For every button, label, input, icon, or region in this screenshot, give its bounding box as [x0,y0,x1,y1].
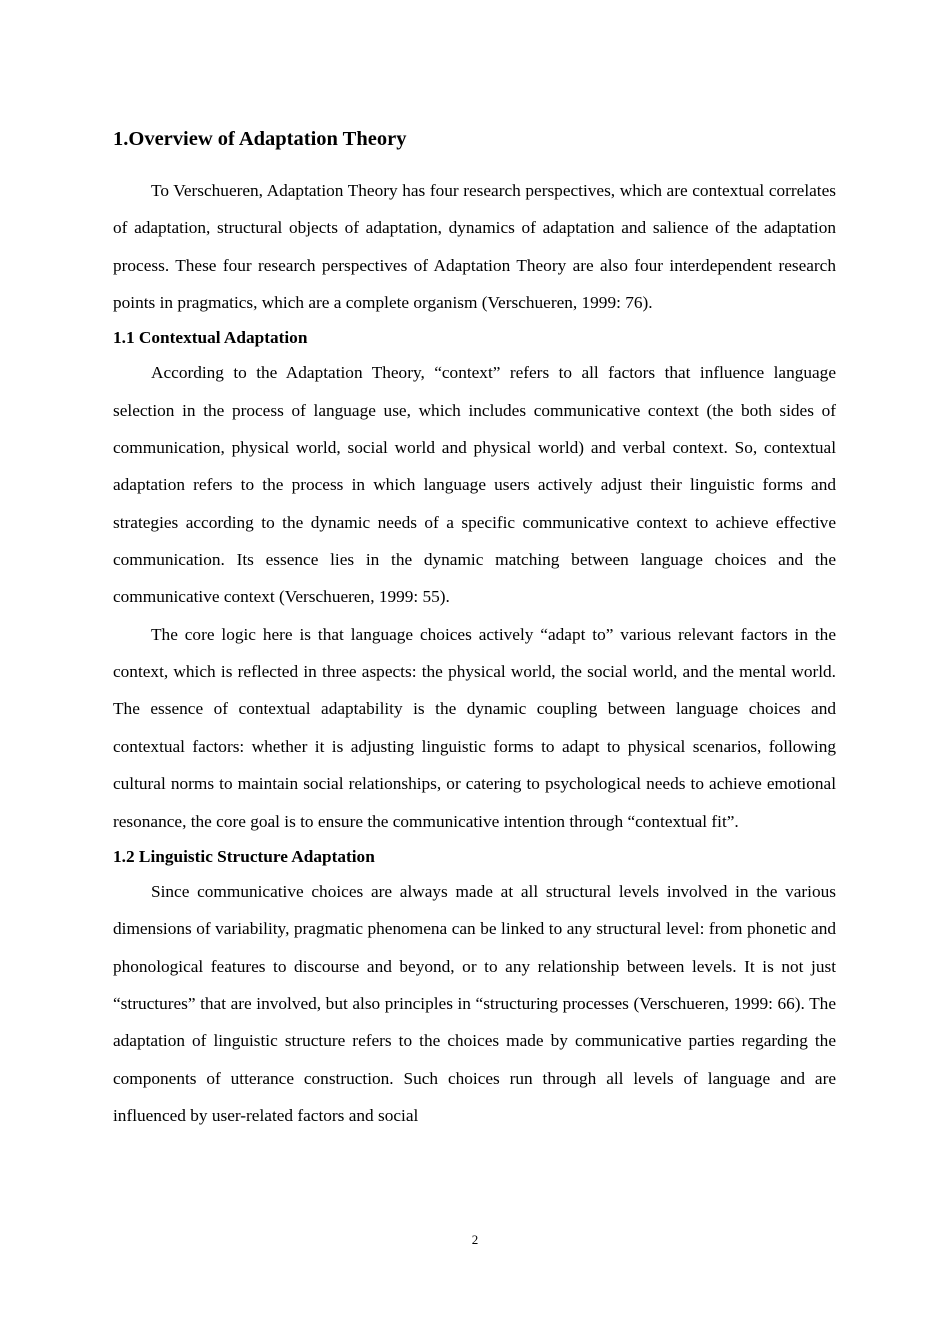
document-page [113,122,836,1134]
section-heading-overview: 1.Overview of Adaptation Theory [113,128,407,150]
paragraph-core-logic: The core logic here is that language choices actively “adapt to” various relevant factors in the context, which is reflected in three aspects: the physical world, the social world, and the mental world. The essence of contextual adaptability is the dynamic coupling between language choices and contextual factors: whether it is adjusting linguistic forms to adapt to physical scenarios, following cultural norms to maintain social relationships, or catering to psychological needs to achieve emotional resonance, the core goal is to ensure the communicative intention through “contextual fit”. [113,624,836,831]
paragraph-context-definition: According to the Adaptation Theory, “context” refers to all factors that influence language selection in the process of language use, which includes communicative context (the both sides of communication, physical world, social world and physical world) and verbal context. So, contextual adaptation refers to the process in which language users actively adjust their linguistic forms and strategies according to the dynamic needs of a specific communicative context to achieve effective communication. Its essence lies in the dynamic matching between language choices and the communicative context (Verschueren, 1999: 55). [113,363,836,607]
subsection-heading-linguistic-structure: 1.2 Linguistic Structure Adaptation [113,846,375,866]
page-number: 2 [471,1232,479,1247]
paragraph-structural-choices: Since communicative choices are always made at all structural levels involved in the various dimensions of variability, pragmatic phenomena can be linked to any structural level: from phonetic and phonological features to discourse and beyond, or to any relationship between levels. It is not just “structures” that are involved, but also principles in “structuring processes (Verschueren, 1999: 66). The adaptation of linguistic structure refers to the choices made by communicative parties regarding the components of utterance construction. Such choices run through all levels of language and are influenced by user-related factors and social [113,881,836,1125]
subsection-heading-contextual-adaptation: 1.1 Contextual Adaptation [113,328,308,348]
intro-paragraph: To Verschueren, Adaptation Theory has four research perspectives, which are contextual correlates of adaptation, structural objects of adaptation, dynamics of adaptation and salience of the adaptation process. These four research perspectives of Adaptation Theory are also four interdependent research points in pragmatics, which are a complete organism (Verschueren, 1999: 76). [113,181,836,313]
